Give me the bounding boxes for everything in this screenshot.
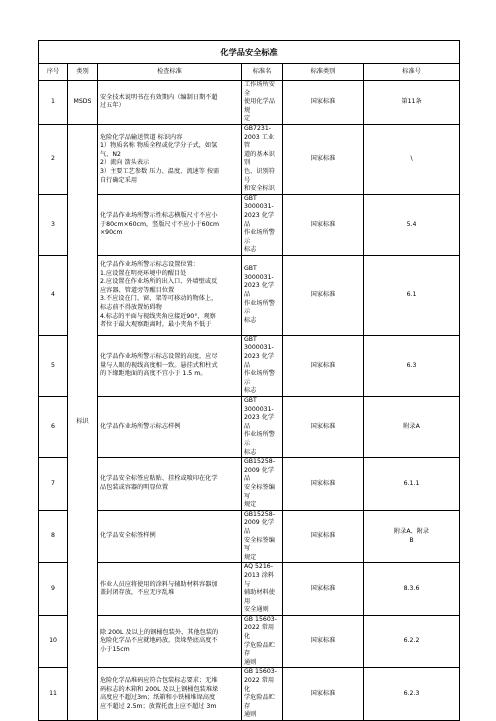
- row-standard-type: 国家标准: [283, 124, 364, 194]
- row-standard: 安全技术说明书在有效期内（编制日期不超 过五年）: [100, 93, 218, 110]
- row-standard-code: 6.3: [406, 361, 417, 369]
- row-number: 9: [39, 563, 68, 616]
- header-code: 标准号: [364, 64, 460, 81]
- row-standard-name: GB 15603- 2022 常用化 学危险品贮存 通则: [244, 668, 277, 719]
- row-standard-code: 6.2.3: [403, 689, 420, 697]
- row-standard: 作业人员应将使用的涂料与辅助材料容器加 盖封闭存放，不应无序乱堆: [100, 580, 218, 597]
- row-standard: 危险化学品输送管道 标识内容 1）物质名称 物质全程或化学分子式，如氢 气、N2 2）流向 箭头表示 3）主要工艺参数 压力、温度、流速等 按需 自行确定采用: [100, 133, 220, 184]
- row-number: 2: [39, 124, 68, 194]
- row-standard-type: 国家标准: [283, 615, 364, 668]
- table-row: [39, 668, 460, 721]
- header-category: 类别: [68, 64, 98, 81]
- row-category-merged: 标识: [68, 124, 98, 720]
- row-standard-name: GB15258- 2009 化学品 安全标签编写 规定: [244, 510, 275, 561]
- row-standard-type: 国家标准: [283, 81, 364, 125]
- row-number: 1: [39, 81, 68, 125]
- row-number: 11: [39, 668, 68, 721]
- row-standard-code: 6.2.2: [403, 637, 420, 645]
- table-row: [39, 510, 460, 563]
- header-name: 标准名: [242, 64, 283, 81]
- row-standard-code: 附录A、附录 B: [393, 527, 430, 544]
- row-standard-name: GB 15603- 2022 常用化 学危险品贮存 通则: [244, 615, 277, 666]
- table-row: [39, 124, 460, 194]
- row-standard-name: 工作场所安全 使用化学品规 定: [244, 81, 275, 123]
- row-category: MSDS: [68, 81, 98, 125]
- row-standard-type: 国家标准: [283, 255, 364, 335]
- row-standard-type: 国家标准: [283, 194, 364, 255]
- row-number: 4: [39, 255, 68, 335]
- row-standard-code: 6.1: [406, 291, 417, 299]
- row-standard-code: 6.1.1: [403, 479, 420, 487]
- header-type: 标准类别: [283, 64, 364, 81]
- row-number: 7: [39, 458, 68, 511]
- row-number: 10: [39, 615, 68, 668]
- row-standard-type: 国家标准: [283, 510, 364, 563]
- row-standard-name: GBT 3000031- 2023 化学品 作业场所警示 标志: [244, 194, 275, 254]
- row-standard-name: GBT 3000031- 2023 化学品 作业场所警示 标志: [244, 265, 275, 324]
- table-title: 化学品安全标准: [39, 41, 460, 64]
- row-standard-code: 第11条: [401, 98, 422, 106]
- table-row: [39, 81, 460, 125]
- header-row: [39, 64, 460, 81]
- row-standard: 化学品安全标签应粘贴、挂栓或喷印在化学 品包装或容器的明显位置: [100, 475, 218, 491]
- row-number: 8: [39, 510, 68, 563]
- row-standard-type: 国家标准: [283, 668, 364, 721]
- table-row: [39, 335, 460, 396]
- row-standard-name: GBT 3000031- 2023 化学品 作业场所警示 标志: [244, 335, 275, 395]
- chemical-safety-standards-table: [38, 40, 460, 721]
- row-standard-name: GB15258- 2009 化学品 安全标签编写 规定: [244, 458, 275, 509]
- header-no: 序号: [39, 64, 68, 81]
- table-row: [39, 194, 460, 255]
- table-row: [39, 397, 460, 458]
- row-number: 6: [39, 397, 68, 458]
- row-standard: 化学品作业场所警示标志设置的高度，应尽 量与人眼的视线高度相一致。悬挂式和柱式 的下缘距地面的高度不宜小于 1.5 m。: [100, 353, 218, 378]
- row-standard-name: GB7231- 2003 工业管 道的基本识别 色、识别符号 和安全标识: [244, 124, 275, 193]
- row-standard-type: 国家标准: [283, 458, 364, 511]
- table-row: [39, 255, 460, 335]
- row-standard-code: \: [410, 155, 413, 163]
- table-row: [39, 563, 460, 616]
- row-standard: 除 200L 及以上的钢桶包装外，其他包装的 危险化学品不应就地码放，货垛垫底高度不 小于15cm: [100, 628, 219, 653]
- row-standard-code: 附录A: [403, 422, 420, 430]
- table-row: [39, 615, 460, 668]
- row-standard-code: 8.3.6: [403, 584, 420, 592]
- table-row: [39, 458, 460, 511]
- row-standard-type: 国家标准: [283, 397, 364, 458]
- row-number: 5: [39, 335, 68, 396]
- row-standard-code: 5.4: [406, 220, 417, 228]
- row-number: 3: [39, 194, 68, 255]
- row-standard-type: 国家标准: [283, 563, 364, 616]
- row-standard-type: 国家标准: [283, 335, 364, 396]
- row-standard-name: GBT 3000031- 2023 化学品 作业场所警示 标志: [244, 397, 275, 456]
- row-standard: 化学品作业场所警示性标志横版尺寸不应小 于80cm×60cm，竖版尺寸不应小于60cm ×90cm: [100, 211, 219, 237]
- row-standard: 化学品作业场所警示标志样例: [100, 422, 181, 430]
- header-standard: 检查标准: [98, 64, 242, 81]
- row-standard: 危险化学品堆码应符合包装标志要求；无堆 码标志的木箱和 200L 及以上钢桶包装堆垛 高度应不超过3m；纸箱和小铁桶堆垛高度 应不超过 2.5m；放置托盘上应不超过 3m: [100, 677, 219, 710]
- row-standard: 化学品作业场所警示标志设置位置： 1.应设置在明亮环境中的醒目处 2.应设置在作业场所的出入口、外墙壁或反 应容器、管道旁等醒目位置 3.不应设在门、窗、架等可移动的物体上， 标志前不得放置妨碍物 4.标志的平面与视线夹角应接近90°，观察 者位于最大观察距离时，最小夹角不低于: [100, 261, 218, 329]
- row-standard-name: AQ 5216- 2013 涂料与 辅助材料使用 安全通则: [244, 563, 275, 614]
- row-standard: 化学品安全标签样例: [100, 532, 156, 540]
